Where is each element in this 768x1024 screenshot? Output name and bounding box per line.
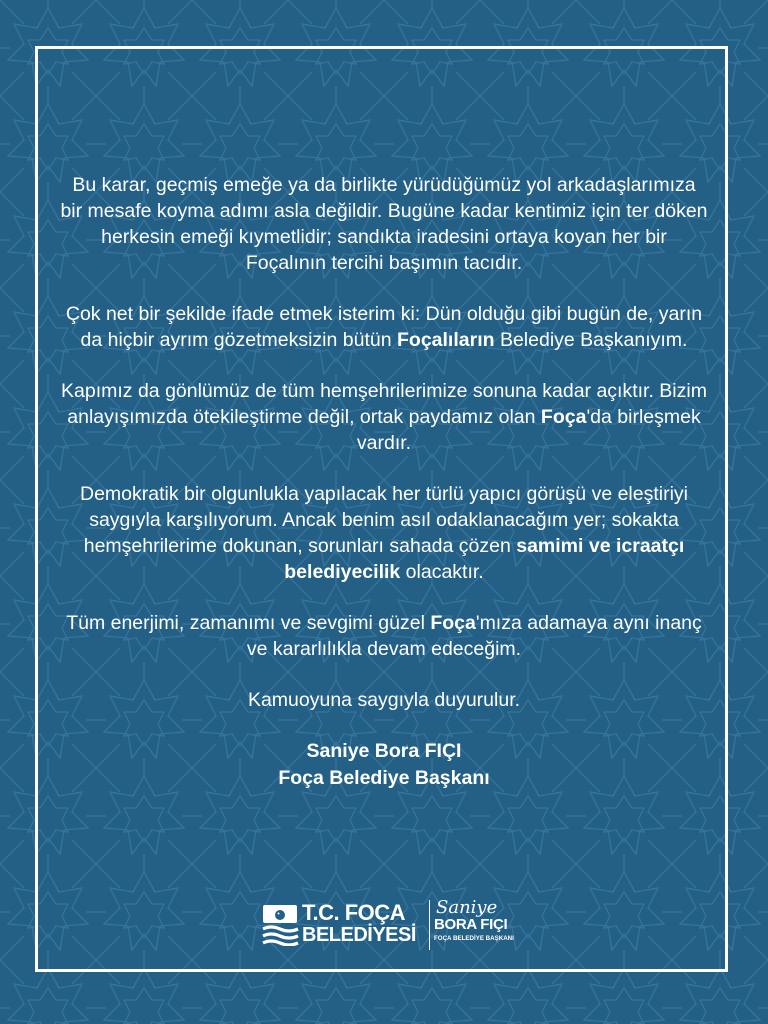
logo-signature-script: Saniye bbox=[436, 897, 498, 918]
statement-body bbox=[60, 172, 708, 792]
bold-text: Foça bbox=[540, 406, 587, 428]
paragraph bbox=[60, 172, 708, 276]
paragraph bbox=[60, 378, 708, 456]
text-segment: 'da birleşmek vardır. bbox=[356, 406, 701, 454]
seal-wave-icon bbox=[262, 904, 300, 946]
paragraph bbox=[60, 301, 708, 353]
text-segment: Kamuoyuna saygıyla duyurulur. bbox=[247, 689, 521, 711]
text-segment: Belediye Başkanıyım. bbox=[494, 329, 688, 351]
signature-block bbox=[60, 738, 708, 792]
text-segment: Tüm enerjimi, zamanımı ve sevgimi güzel bbox=[66, 612, 431, 634]
bold-text: samimi ve icraatçı belediyecilik bbox=[284, 535, 685, 583]
logo-line2: BELEDİYESİ bbox=[302, 924, 416, 946]
paragraph bbox=[60, 481, 708, 585]
logo-signature-title: FOÇA BELEDİYE BAŞKANI bbox=[434, 935, 514, 942]
signature-title: Foça Belediye Başkanı bbox=[278, 767, 490, 789]
text-segment: Demokratik bir olgunlukla yapılacak her türlü yapıcı görüşü ve eleştiriyi saygıyla karşılıyorum. Ancak benim asıl odaklanacağım yer; sokakta hemşehrilerime dokunan, sorunları sahada çözen bbox=[79, 483, 689, 557]
foca-municipality-logo bbox=[262, 897, 514, 950]
logo-line1: T.C. FOÇA bbox=[302, 900, 406, 925]
paragraph bbox=[60, 687, 708, 713]
bold-text: Foça bbox=[430, 612, 476, 634]
text-segment: olacaktır. bbox=[400, 561, 484, 583]
text-segment: Kapımız da gönlümüz de tüm hemşehrilerimize sonuna kadar açıktır. Bizim anlayışımızda ötekileştirme değil, ortak paydamız olan bbox=[61, 380, 707, 428]
bold-text: Foçalıların bbox=[397, 329, 495, 351]
signature-name: Saniye Bora FIÇI bbox=[306, 740, 462, 762]
paragraph bbox=[60, 610, 708, 662]
text-segment: Çok net bir şekilde ifade etmek isterim ki: Dün olduğu gibi bugün de, yarın da hiçbir ayrım gözetmeksizin bütün bbox=[65, 303, 703, 351]
logo-signature-name: BORA FIÇI bbox=[434, 916, 508, 933]
logo-divider bbox=[429, 900, 430, 950]
text-segment: Bu karar, geçmiş emeğe ya da birlikte yürüdüğümüz yol arkadaşlarımıza bir mesafe koyma adımı asla değildir. Bugüne kadar kentimiz için ter döken herkesin emeği kıymetlidir; sandıkta iradesini ortaya koyan her bir Foçalının tercihi başımın tacıdır. bbox=[60, 174, 708, 274]
text-segment: 'mıza adamaya aynı inanç ve kararlılıkla devam edeceğim. bbox=[246, 612, 702, 660]
